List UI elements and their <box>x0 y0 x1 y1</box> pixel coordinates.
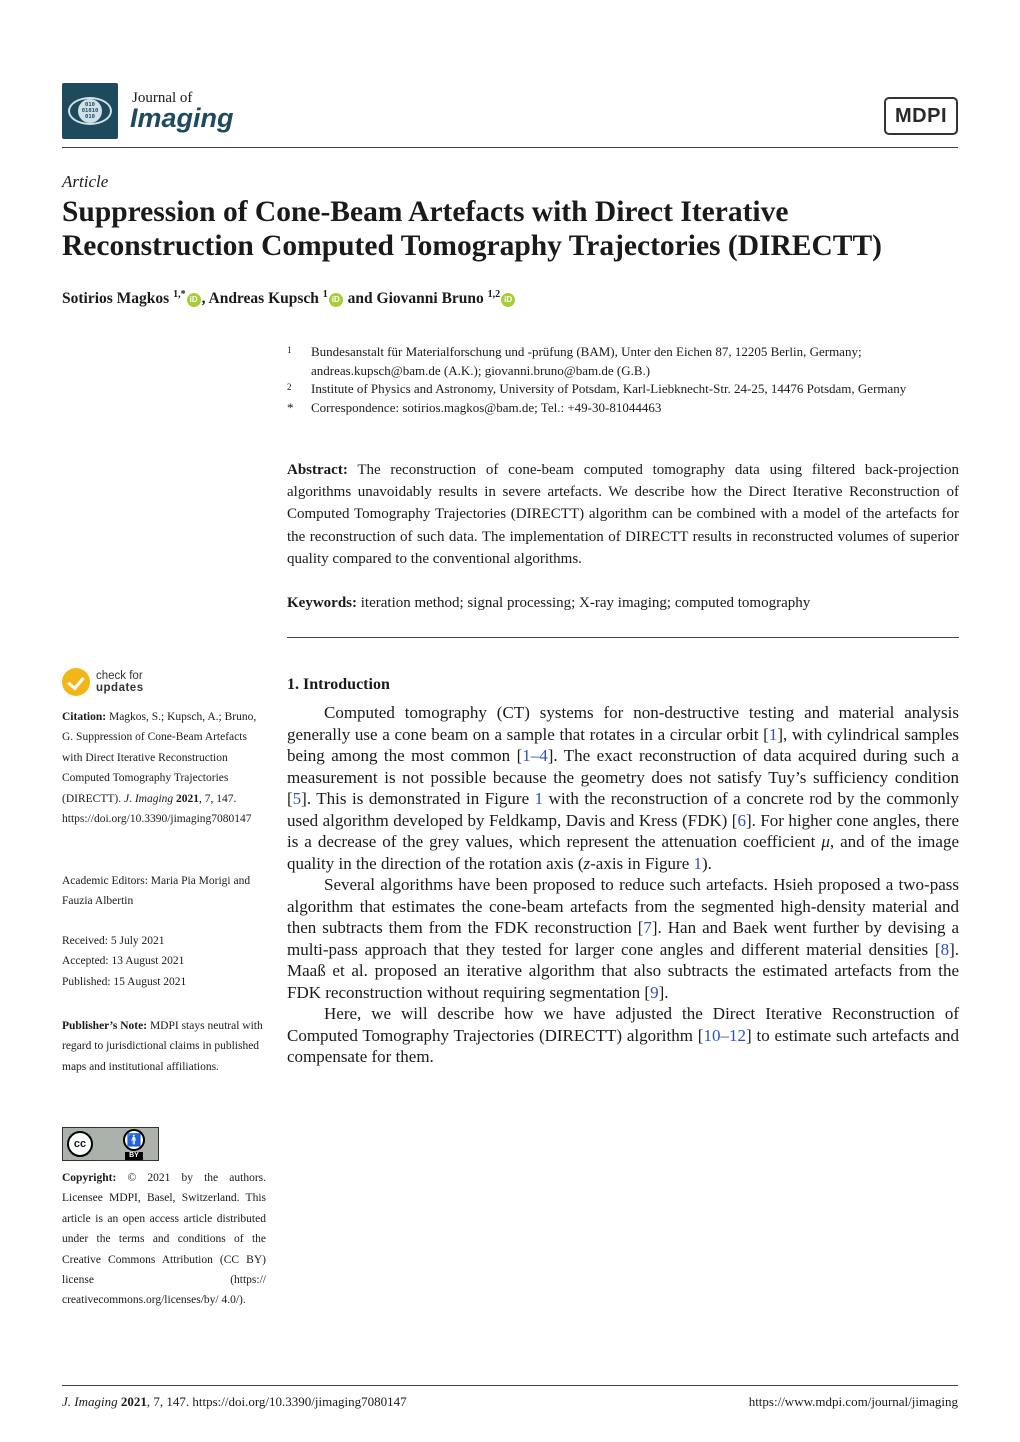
reference-link[interactable]: 1 <box>768 724 778 744</box>
accepted-date: Accepted: 13 August 2021 <box>62 955 185 968</box>
affiliation-text: Institute of Physics and Astronomy, University of Potsdam, Karl-Liebknecht-Str. 24-25, 14476 Potsdam, Germany <box>311 381 907 396</box>
text-run: ]. The exact reconstruction of data acquired during such a measurement is not possible because the geometry does not satisfy Tuy’s sufficiency condition [ <box>287 746 959 808</box>
copyright-text: © 2021 by the authors. Licensee MDPI, Basel, Switzerland. This article is an open access article distributed under the terms and conditions of the Creative Commons Attribution (CC BY) license (https:// creativecommons.org/licenses/by/ 4.0/). <box>62 1172 266 1307</box>
footer-divider <box>62 1385 958 1386</box>
math-symbol: z <box>583 853 591 873</box>
text-run: Several algorithms have been proposed to reduce such artefacts. Hsieh proposed a two-pass algorithm that estimates the cone-beam artefacts from the segmented high-density material and then subtracts them from the FDK reconstruction [ <box>287 875 959 937</box>
publisher-note-label: Publisher’s Note: <box>62 1020 148 1032</box>
author-affil-sup: 1,* <box>173 289 186 300</box>
editors-names: Maria Pia Morigi and Fauzia Albertin <box>62 875 251 908</box>
author-list <box>62 289 516 308</box>
author-name: Sotirios Magkos <box>62 290 170 307</box>
logo-bits-line: 010 <box>85 114 95 120</box>
reference-link[interactable]: 7 <box>643 918 652 937</box>
author-affil-sup: 1 <box>322 289 328 300</box>
academic-editors <box>62 871 266 912</box>
citation-year: 2021 <box>176 792 200 805</box>
article-type: Article <box>62 172 109 191</box>
dates-block <box>62 931 266 992</box>
header-divider <box>62 147 958 148</box>
citation-block <box>62 707 266 829</box>
paragraph <box>287 874 959 1003</box>
cc-by-license-badge[interactable] <box>62 1127 159 1161</box>
article-title: Suppression of Cone-Beam Artefacts with Direct Iterative Reconstruction Computed Tomography Trajectories (DIRECTT) <box>62 196 882 262</box>
orcid-icon[interactable]: iD <box>329 293 343 307</box>
text-run: ]. Maaß et al. proposed an iterative algorithm that also subtracts the estimated artefacts from the FDK reconstruction without requiring segmentation [ <box>287 939 959 1002</box>
text-run: ]. Han and Baek went further by devising a multi-pass approach that they tested for larger cone angles and different material densities [ <box>287 918 959 959</box>
reference-link[interactable]: 9 <box>650 982 659 1002</box>
paragraph <box>287 702 959 874</box>
introduction-body <box>287 702 959 1068</box>
check-updates-line1: check for <box>96 670 143 682</box>
logo-bits-line: 010 <box>85 102 95 108</box>
text-run: -axis in Figure <box>590 853 694 873</box>
affiliation-item <box>287 399 959 418</box>
reference-link[interactable]: 10–12 <box>703 1025 746 1045</box>
citation-text: Magkos, S.; Kupsch, A.; Bruno, G. Suppression of Cone-Beam Artefacts with Direct Iterative Reconstruction Computed Tomography Trajectories (DIRECTT). <box>62 711 257 805</box>
affiliation-mark: 1 <box>287 345 292 355</box>
abstract-label: Abstract: <box>287 462 348 478</box>
keywords <box>287 592 959 614</box>
affiliation-item <box>287 343 959 380</box>
correspondence-text: Correspondence: sotirios.magkos@bam.de; Tel.: +49-30-81044463 <box>311 399 662 415</box>
abstract <box>287 459 959 570</box>
abstract-divider <box>287 637 959 638</box>
author-separator: , <box>201 290 209 307</box>
received-date: Received: 5 July 2021 <box>62 935 165 947</box>
text-run: ). <box>702 853 712 873</box>
abstract-text: The reconstruction of cone-beam computed tomography data using filtered back-projection algorithms unavoidably results in severe artefacts. We describe how the Direct Iterative Reconstruction of Computed Tomography Trajectories (DIRECTT) algorithm can be combined with a model of the artefacts for the reconstruction of such data. The implementation of DIRECTT results in reconstructed volumes of superior quality compared to the conventional algorithms. <box>287 462 959 567</box>
orcid-icon[interactable]: iD <box>501 293 515 307</box>
footer-year: 2021 <box>120 1394 147 1409</box>
creative-commons-icon: cc <box>67 1131 93 1157</box>
copyright-label: Copyright: <box>62 1172 117 1184</box>
journal-logo <box>62 83 118 139</box>
affiliation-mark: 2 <box>287 382 292 392</box>
footer-citation <box>62 1394 407 1410</box>
text-run: ], with cylindrical samples being among the most common [ <box>287 724 959 765</box>
text-run: ]. For higher cone angles, there is a decrease of the grey values, which represent the attenuation coefficient <box>287 810 959 851</box>
reference-link[interactable]: 8 <box>940 939 950 959</box>
author-name: Giovanni Bruno <box>376 290 484 307</box>
affiliations <box>287 343 959 417</box>
logo-bits-line: 01010 <box>81 108 99 114</box>
affiliation-item <box>287 380 959 399</box>
text-run: Here, we will describe how we have adjusted the Direct Iterative Reconstruction of Computed Tomography Trajectories (DIRECTT) algorithm [ <box>287 1004 959 1045</box>
journal-name[interactable]: Imaging <box>130 103 234 133</box>
author-separator: and <box>343 290 377 307</box>
check-for-updates-button[interactable] <box>62 668 144 696</box>
check-updates-line2: updates <box>96 682 144 694</box>
by-label: BY <box>125 1152 143 1160</box>
attribution-person-icon: 🚹 <box>123 1129 145 1151</box>
footer-doi[interactable]: , 7, 147. https://doi.org/10.3390/jimaging7080147 <box>146 1394 407 1409</box>
citation-volume-doi[interactable]: , 7, 147. https://doi.org/10.3390/jimaging7080147 <box>62 792 252 826</box>
author-name: Andreas Kupsch <box>208 290 319 307</box>
section-heading: 1. Introduction <box>287 676 390 693</box>
editors-label: Academic Editors: <box>62 875 148 887</box>
reference-link[interactable]: 5 <box>292 789 302 808</box>
affiliation-text: Bundesanstalt für Materialforschung und -prüfung (BAM), Unter den Eichen 87, 12205 Berlin, Germany; andreas.kupsch@bam.de (A.K.); giovanni.bruno@bam.de (G.B.) <box>311 344 862 378</box>
text-run: ]. <box>658 982 669 1002</box>
figure-link[interactable]: 1 <box>693 853 703 873</box>
text-run: , and of the image quality in the direction of the rotation axis ( <box>287 832 959 873</box>
text-run: with the reconstruction of a concrete rod by the commonly used algorithm developed by Feldkamp, Davis and Kress (FDK) [ <box>287 789 960 830</box>
affiliation-mark: * <box>287 399 294 415</box>
keywords-text: iteration method; signal processing; X-ray imaging; computed tomography <box>360 595 811 611</box>
checkmark-icon <box>62 668 90 696</box>
citation-label: Citation: <box>62 711 107 723</box>
published-date: Published: 15 August 2021 <box>62 975 187 988</box>
math-symbol: μ <box>821 832 830 851</box>
publisher-note <box>62 1016 266 1077</box>
publisher-logo[interactable]: MDPI <box>884 97 958 135</box>
figure-link[interactable]: 1 <box>534 789 544 808</box>
journal-of-label: Journal of <box>132 90 193 106</box>
orcid-icon[interactable]: iD <box>187 293 201 307</box>
footer-journal: J. Imaging <box>62 1394 118 1409</box>
eye-icon <box>68 97 112 125</box>
keywords-label: Keywords: <box>287 595 357 611</box>
publisher-note-text: MDPI stays neutral with regard to jurisdictional claims in published maps and institutional affiliations. <box>62 1020 263 1073</box>
author-affil-sup: 1,2 <box>487 289 501 300</box>
paragraph <box>287 1003 959 1068</box>
copyright-block <box>62 1168 266 1311</box>
citation-journal: J. Imaging <box>123 792 174 805</box>
reference-link[interactable]: 1–4 <box>522 746 548 765</box>
text-run: ]. This is demonstrated in Figure <box>301 789 535 808</box>
reference-link[interactable]: 6 <box>737 810 746 830</box>
text-run: ] to estimate such artefacts and compensate for them. <box>287 1025 959 1066</box>
text-run: Computed tomography (CT) systems for non-destructive testing and material analysis generally use a cone beam on a sample that rotates in a circular orbit [ <box>287 703 959 744</box>
footer-journal-url[interactable]: https://www.mdpi.com/journal/jimaging <box>748 1394 958 1409</box>
